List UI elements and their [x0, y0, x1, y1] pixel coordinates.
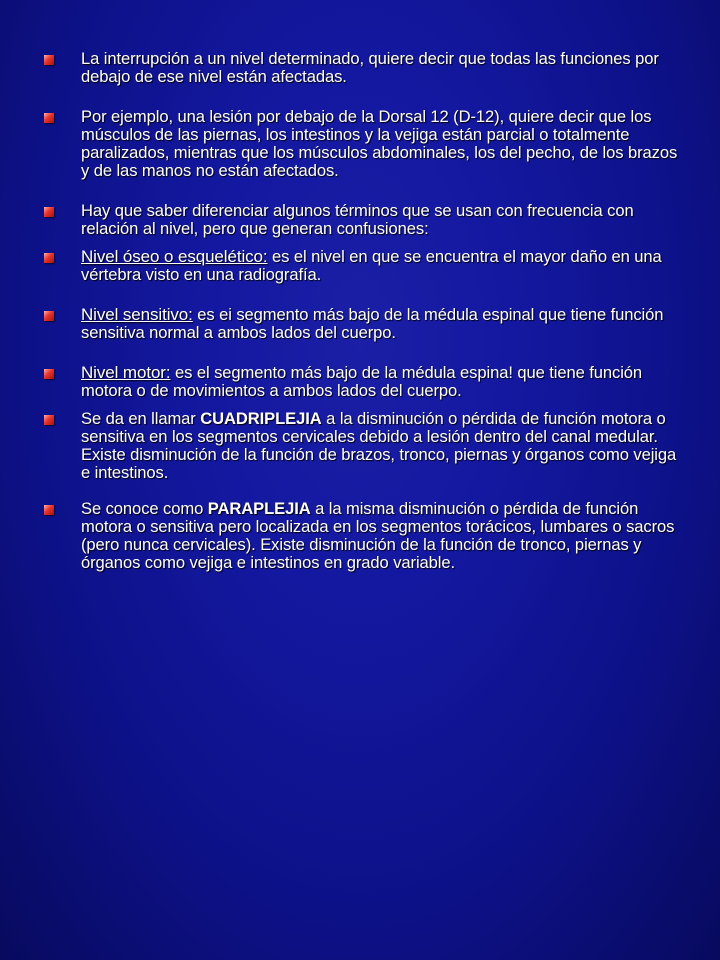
list-item	[44, 410, 684, 482]
item-text: es el nivel en que se encuentra el mayor daño en una vértebra visto en una radiografía.	[81, 247, 662, 284]
list-item	[44, 108, 684, 180]
item-text: La interrupción a un nivel determinado, quiere decir que todas las funciones por debajo de ese nivel están afectadas.	[81, 49, 659, 86]
square-bullet-icon	[44, 505, 54, 515]
square-bullet-icon	[44, 369, 54, 379]
list-item	[44, 202, 684, 238]
bold-term: PARAPLEJIA	[207, 499, 311, 518]
square-bullet-icon	[44, 207, 54, 217]
item-text: es ei segmento más bajo de la médula espinal que tiene función sensitiva normal a ambos lados del cuerpo.	[81, 305, 664, 342]
square-bullet-icon	[44, 55, 54, 65]
item-text: es el segmento más bajo de la médula espina! que tiene función motora o de movimientos a ambos lados del cuerpo.	[81, 363, 643, 400]
bold-term: CUADRIPLEJIA	[200, 409, 322, 428]
square-bullet-icon	[44, 113, 54, 123]
list-item	[44, 306, 684, 342]
slide-content	[44, 50, 684, 572]
list-item	[44, 248, 684, 284]
item-text-before: Se da en llamar	[81, 409, 201, 428]
square-bullet-icon	[44, 253, 54, 263]
item-text-after: a la misma disminución o pérdida de función motora o sensitiva pero localizada en los segmentos torácicos, lumbares o sacros (pero nunca cervicales). Existe disminución de la función de tronco, piernas y órganos como vejiga e intestinos en grado variable.	[81, 499, 675, 572]
list-item	[44, 50, 684, 86]
term-label: Nivel óseo o esquelético:	[81, 247, 268, 266]
list-item	[44, 364, 684, 400]
term-label: Nivel sensitivo:	[81, 305, 193, 324]
term-label: Nivel motor:	[81, 363, 171, 382]
list-item	[44, 500, 684, 572]
square-bullet-icon	[44, 415, 54, 425]
item-text-before: Se conoce como	[81, 499, 208, 518]
item-text: Hay que saber diferenciar algunos términos que se usan con frecuencia con relación al nivel, pero que generan confusiones:	[81, 201, 634, 238]
square-bullet-icon	[44, 311, 54, 321]
item-text: Por ejemplo, una lesión por debajo de la Dorsal 12 (D-12), quiere decir que los músculos de las piernas, los intestinos y la vejiga están parcial o totalmente paralizados, mientras que los músculos abdominales, los del pecho, de los brazos y de las manos no están afectados.	[81, 107, 678, 180]
item-text-after: a la disminución o pérdida de función motora o sensitiva en los segmentos cervicales debido a lesión dentro del canal medular. Existe disminución de la función de brazos, tronco, piernas y órganos como vejiga e intestinos.	[81, 409, 677, 482]
